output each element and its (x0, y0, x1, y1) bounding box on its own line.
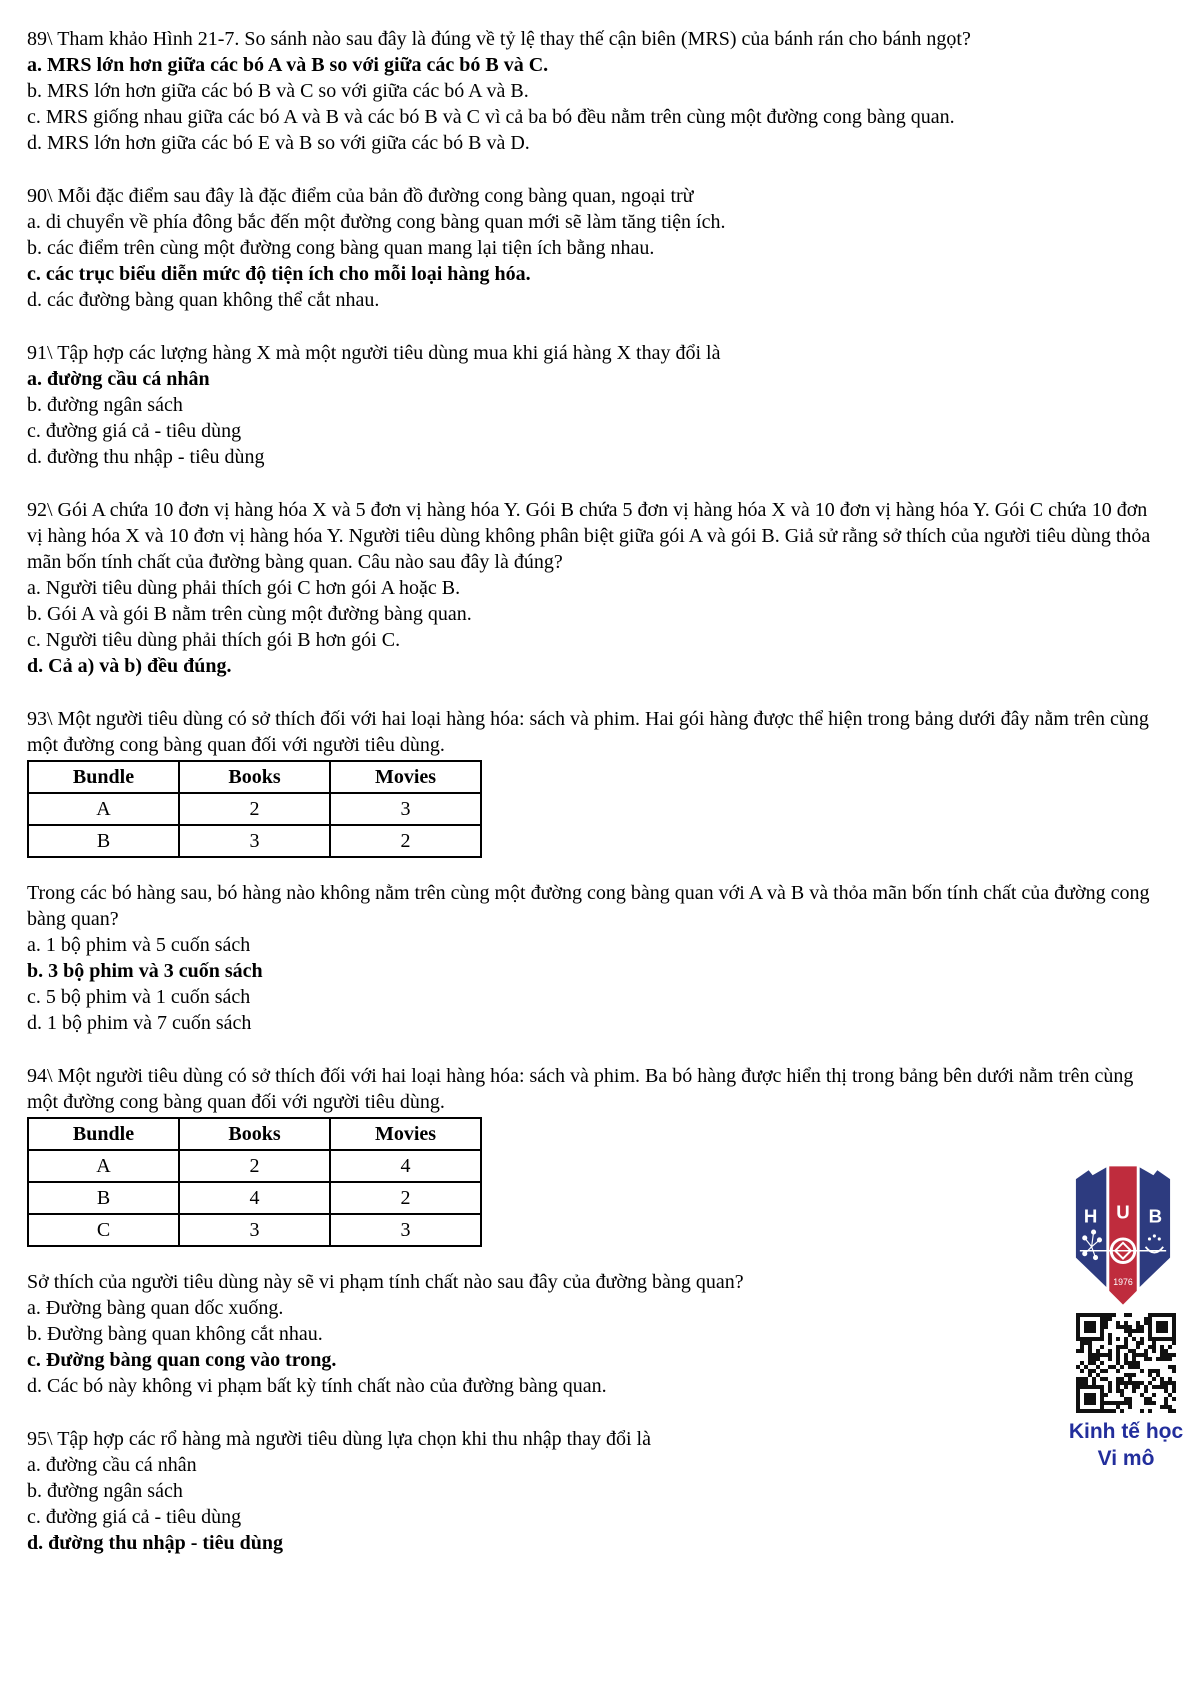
option-b: b. 3 bộ phim và 3 cuốn sách (27, 960, 263, 982)
logo-letter-u: U (1116, 1201, 1130, 1223)
cell-movies: 2 (330, 825, 481, 857)
question-94 (27, 1063, 1163, 1399)
question-92 (27, 497, 1160, 679)
option-c: c. các trục biểu diễn mức độ tiện ích cho mỗi loại hàng hóa. (27, 263, 531, 285)
option-d: d. các đường bàng quan không thể cắt nhau. (27, 289, 380, 311)
table-row (28, 1182, 481, 1214)
option-a: a. di chuyển về phía đông bắc đến một đường cong bàng quan mới sẽ làm tăng tiện ích. (27, 211, 726, 233)
question-text: 90\ Mỗi đặc điểm sau đây là đặc điểm của bản đồ đường cong bàng quan, ngoại trừ (27, 185, 694, 207)
cell-movies: 4 (330, 1150, 481, 1182)
option-b: b. đường ngân sách (27, 394, 183, 416)
option-a: a. 1 bộ phim và 5 cuốn sách (27, 934, 251, 956)
question-text: 91\ Tập hợp các lượng hàng X mà một người tiêu dùng mua khi giá hàng X thay đổi là (27, 342, 721, 364)
bundle-table-93 (27, 760, 482, 858)
option-a: a. đường cầu cá nhân (27, 368, 210, 390)
cell-bundle: A (28, 793, 179, 825)
cell-movies: 3 (330, 793, 481, 825)
cell-bundle: C (28, 1214, 179, 1246)
option-d: d. đường thu nhập - tiêu dùng (27, 446, 265, 468)
header-books: Books (179, 761, 330, 793)
option-c: c. MRS giống nhau giữa các bó A và B và các bó B và C vì cả ba bó đều nằm trên cùng một đường cong bàng quan. (27, 106, 955, 128)
question-text-2: Sở thích của người tiêu dùng này sẽ vi phạm tính chất nào sau đây của đường bàng quan? (27, 1271, 744, 1293)
cell-bundle: B (28, 825, 179, 857)
header-books: Books (179, 1118, 330, 1150)
cell-books: 3 (179, 1214, 330, 1246)
option-d: d. Cả a) và b) đều đúng. (27, 655, 232, 677)
question-text: 94\ Một người tiêu dùng có sở thích đối với hai loại hàng hóa: sách và phim. Ba bó hàng được hiển thị trong bảng bên dưới nằm trên cùng một đường cong bàng quan đối với người tiêu dùng. (27, 1065, 1134, 1113)
question-text: 95\ Tập hợp các rổ hàng mà người tiêu dùng lựa chọn khi thu nhập thay đổi là (27, 1428, 651, 1450)
question-89 (27, 26, 1160, 156)
option-c: c. Người tiêu dùng phải thích gói B hơn gói C. (27, 629, 401, 651)
option-a: a. Người tiêu dùng phải thích gói C hơn gói A hoặc B. (27, 577, 461, 599)
question-text: 93\ Một người tiêu dùng có sở thích đối với hai loại hàng hóa: sách và phim. Hai gói hàng được thể hiện trong bảng dưới đây nằm trên cùng một đường cong bàng quan đối với người tiêu dùng. (27, 708, 1149, 756)
header-bundle: Bundle (28, 761, 179, 793)
logo-letter-h: H (1083, 1205, 1098, 1227)
caption-line-2: Vi mô (1097, 1447, 1155, 1470)
table-row (28, 1150, 481, 1182)
option-b: b. Gói A và gói B nằm trên cùng một đường bàng quan. (27, 603, 472, 625)
logo-year: 1976 (1113, 1277, 1133, 1288)
question-text-2: Trong các bó hàng sau, bó hàng nào không nằm trên cùng một đường cong bàng quan với A và B và thỏa mãn bốn tính chất của đường cong bàng quan? (27, 882, 1150, 930)
logo-letter-b: B (1148, 1205, 1163, 1227)
table-row (28, 793, 481, 825)
table-row (28, 1214, 481, 1246)
cell-books: 4 (179, 1182, 330, 1214)
hub-university-logo (1072, 1162, 1174, 1310)
option-c: c. Đường bàng quan cong vào trong. (27, 1349, 337, 1371)
cell-books: 2 (179, 1150, 330, 1182)
option-a: a. Đường bàng quan dốc xuống. (27, 1297, 284, 1319)
question-95 (27, 1426, 1160, 1556)
option-c: c. đường giá cả - tiêu dùng (27, 420, 242, 442)
question-text: 89\ Tham khảo Hình 21-7. So sánh nào sau đây là đúng về tỷ lệ thay thế cận biên (MRS) của bánh rán cho bánh ngọt? (27, 28, 971, 50)
option-c: c. đường giá cả - tiêu dùng (27, 1506, 242, 1528)
header-movies: Movies (330, 1118, 481, 1150)
header-movies: Movies (330, 761, 481, 793)
option-d: d. đường thu nhập - tiêu dùng (27, 1532, 283, 1554)
question-text: 92\ Gói A chứa 10 đơn vị hàng hóa X và 5 đơn vị hàng hóa Y. Gói B chứa 5 đơn vị hàng hóa X và 10 đơn vị hàng hóa Y. Gói C chứa 10 đơn vị hàng hóa X và 10 đơn vị hàng hóa Y. Người tiêu dùng không phân biệt giữa gói A và gói B. Giả sử rằng sở thích của người tiêu dùng thỏa mãn bốn tính chất của đường bàng quan. Câu nào sau đây là đúng? (27, 499, 1151, 573)
option-a: a. MRS lớn hơn giữa các bó A và B so với giữa các bó B và C. (27, 54, 549, 76)
option-b: b. các điểm trên cùng một đường cong bàng quan mang lại tiện ích bằng nhau. (27, 237, 655, 259)
cell-bundle: B (28, 1182, 179, 1214)
option-d: d. Các bó này không vi phạm bất kỳ tính chất nào của đường bàng quan. (27, 1375, 607, 1397)
qr-code (1075, 1313, 1177, 1413)
question-93 (27, 706, 1160, 1036)
option-d: d. 1 bộ phim và 7 cuốn sách (27, 1012, 252, 1034)
question-91 (27, 340, 1160, 470)
caption-line-1: Kinh tế học (1068, 1420, 1184, 1443)
qr-code-icon (1075, 1313, 1177, 1413)
logo-caption (1040, 1418, 1190, 1472)
cell-books: 2 (179, 793, 330, 825)
shield-logo-icon (1072, 1162, 1174, 1310)
option-b: b. đường ngân sách (27, 1480, 183, 1502)
cell-movies: 2 (330, 1182, 481, 1214)
bundle-table-94 (27, 1117, 482, 1247)
question-90 (27, 183, 1160, 313)
option-b: b. MRS lớn hơn giữa các bó B và C so với giữa các bó A và B. (27, 80, 529, 102)
cell-movies: 3 (330, 1214, 481, 1246)
header-bundle: Bundle (28, 1118, 179, 1150)
cell-bundle: A (28, 1150, 179, 1182)
option-c: c. 5 bộ phim và 1 cuốn sách (27, 986, 251, 1008)
option-b: b. Đường bàng quan không cắt nhau. (27, 1323, 323, 1345)
table-row (28, 825, 481, 857)
table-header-row (28, 1118, 481, 1150)
cell-books: 3 (179, 825, 330, 857)
table-header-row (28, 761, 481, 793)
option-d: d. MRS lớn hơn giữa các bó E và B so với giữa các bó B và D. (27, 132, 530, 154)
option-a: a. đường cầu cá nhân (27, 1454, 197, 1476)
